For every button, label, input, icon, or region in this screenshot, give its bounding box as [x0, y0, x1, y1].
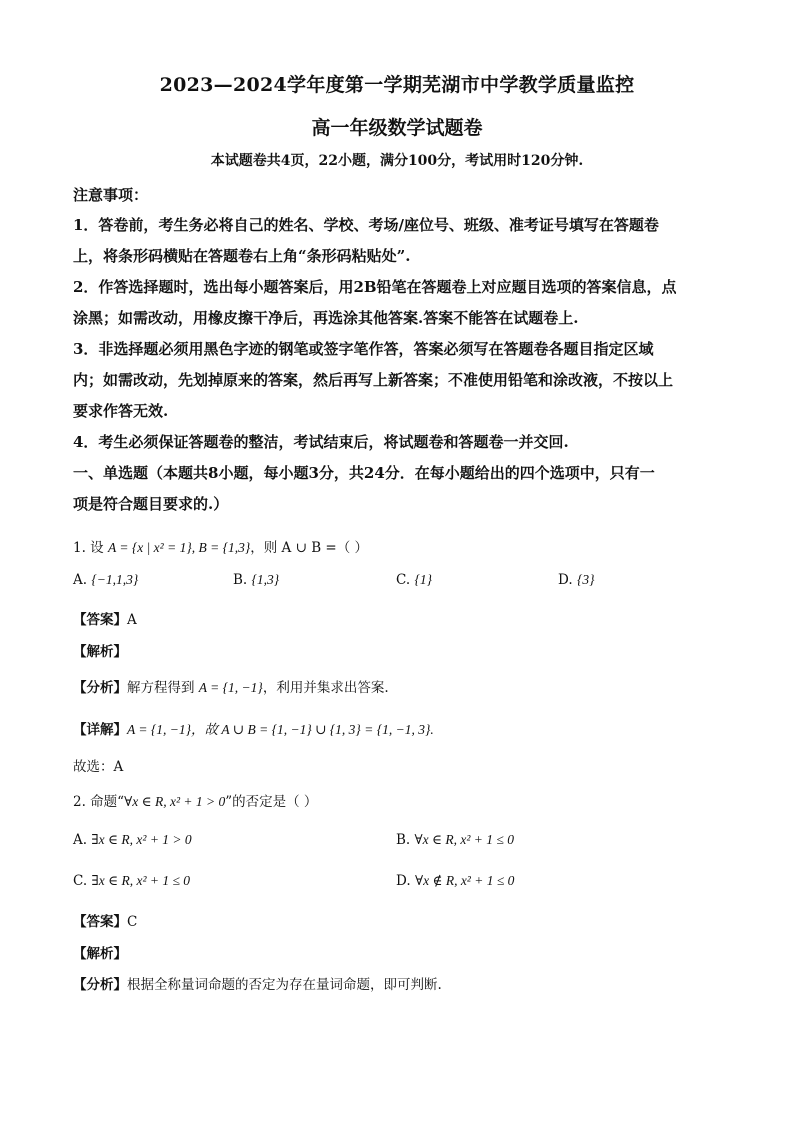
- option-value: {1}: [414, 572, 432, 587]
- option-label: D.: [396, 873, 411, 889]
- q2-option-a: [73, 832, 192, 848]
- detail-math: A = {1, −1}，故 A ∪ B = {1, −1} ∪ {1, 3} = {1, −1, 3}.: [127, 722, 434, 737]
- q1-option-c: [396, 572, 432, 588]
- fenxi-text: 根据全称量词命题的否定为存在量词命题，即可判断.: [127, 977, 442, 993]
- option-value: ∀x ∉ R, x² + 1 ≤ 0: [414, 873, 515, 888]
- option-label: C.: [396, 572, 411, 588]
- section-heading-b: 项是符合题目要求的.）: [73, 495, 229, 513]
- option-label: C.: [73, 873, 88, 889]
- option-label: A.: [73, 572, 88, 588]
- q2-statement: ∀x ∈ R, x² + 1 > 0: [124, 794, 226, 809]
- q1-option-b: [233, 572, 279, 588]
- option-value: {−1,1,3}: [91, 572, 139, 587]
- question-1: [73, 536, 368, 556]
- notice-line-1a: 1．答卷前，考生务必将自己的姓名、学校、考场/座位号、班级、准考证号填写在答题卷: [73, 216, 659, 234]
- notice-line-3b: 内；如需改动，先划掉原来的答案，然后再写上新答案；不准使用铅笔和涂改液，不按以上: [73, 371, 674, 389]
- fenxi-math: A = {1, −1}: [198, 680, 263, 695]
- option-value: {3}: [576, 572, 595, 587]
- answer-tag: 【答案】: [73, 612, 127, 628]
- option-label: B.: [233, 572, 248, 588]
- notice-heading: 注意事项：: [73, 186, 149, 204]
- exam-subtitle: 高一年级数学试题卷: [311, 117, 483, 139]
- q1-analysis: [73, 640, 127, 660]
- option-value: ∀x ∈ R, x² + 1 ≤ 0: [414, 832, 514, 847]
- notice-line-3a: 3．非选择题必须用黑色字迹的钢笔或签字笔作答，答案必须写在答题卷各题目指定区域: [73, 340, 654, 358]
- q1-option-d: [558, 572, 595, 588]
- q2-option-d: [396, 873, 514, 889]
- option-label: B.: [396, 832, 411, 848]
- q2-fenxi: [73, 973, 442, 993]
- option-value: ∃x ∈ R, x² + 1 ≤ 0: [91, 873, 191, 888]
- option-value: ∃x ∈ R, x² + 1 > 0: [91, 832, 192, 847]
- q1-prefix: 1. 设: [73, 540, 104, 556]
- q1-answer: [73, 608, 137, 628]
- question-2: [73, 790, 317, 810]
- answer-tag: 【答案】: [73, 914, 127, 930]
- q2-option-b: [396, 832, 514, 848]
- q1-option-a: [73, 572, 138, 588]
- option-value: {1,3}: [251, 572, 280, 587]
- detail-tag: 【详解】: [73, 722, 127, 738]
- fenxi-text: ，利用并集求出答案.: [262, 680, 389, 696]
- q2-suffix: ”的否定是（ ）: [225, 794, 318, 810]
- fenxi-tag: 【分析】: [73, 680, 127, 696]
- section-heading-a: 一、单选题（本题共8小题，每小题3分，共24分．在每小题给出的四个选项中，只有一: [73, 464, 655, 482]
- q1-ask: ，则 A ∪ B =（ ）: [250, 540, 369, 556]
- notice-line-1b: 上，将条形码横贴在答题卷右上角“条形码粘贴处”.: [73, 247, 411, 265]
- q1-detail: [73, 718, 434, 738]
- option-label: A.: [73, 832, 88, 848]
- fenxi-text: 解方程得到: [127, 680, 195, 696]
- fenxi-tag: 【分析】: [73, 977, 127, 993]
- answer-value: A: [127, 612, 137, 628]
- exam-title: 2023—2024学年度第一学期芜湖市中学教学质量监控: [159, 74, 635, 96]
- notice-line-3c: 要求作答无效.: [73, 402, 169, 420]
- q1-set-a: A = {x | x² = 1}: [107, 540, 192, 555]
- q1-fenxi: [73, 676, 389, 696]
- q2-analysis: [73, 942, 127, 962]
- q2-answer: [73, 910, 137, 930]
- exam-info: 本试题卷共4页，22小题，满分100分，考试用时120分钟.: [210, 153, 584, 169]
- notice-line-2a: 2．作答选择题时，选出每小题答案后，用2B铅笔在答题卷上对应题目选项的答案信息，点: [73, 278, 677, 296]
- notice-line-2b: 涂黑；如需改动，用橡皮擦干净后，再选涂其他答案.答案不能答在试题卷上.: [73, 309, 579, 327]
- analysis-tag: 【解析】: [73, 946, 127, 962]
- notice-line-4: 4．考生必须保证答题卷的整洁，考试结束后，将试题卷和答题卷一并交回.: [73, 433, 569, 451]
- analysis-tag: 【解析】: [73, 644, 127, 660]
- q2-prefix: 2. 命题“: [73, 794, 125, 810]
- answer-value: C: [127, 914, 138, 930]
- q1-conclusion: 故选：A: [73, 759, 124, 775]
- q1-set-b: , B = {1,3}: [191, 540, 251, 555]
- option-label: D.: [558, 572, 573, 588]
- q2-option-c: [73, 873, 190, 889]
